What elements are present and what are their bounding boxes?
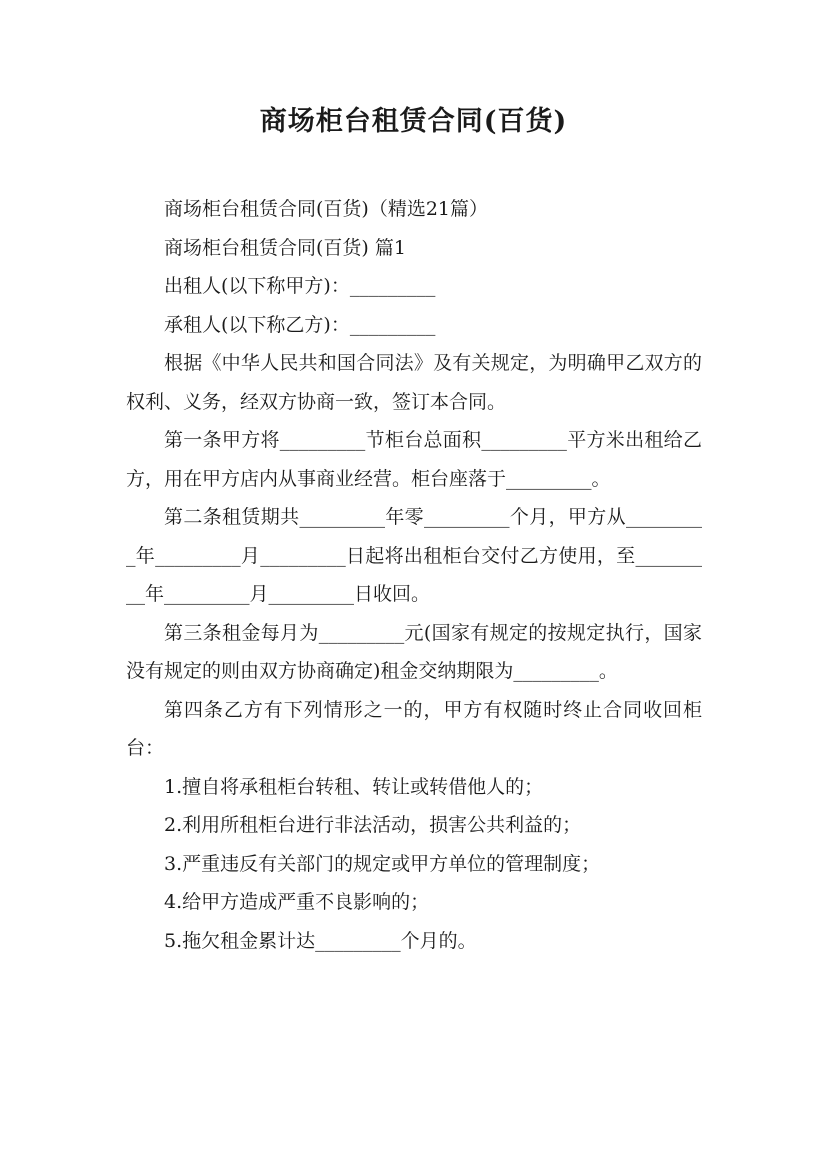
- list-item: 1.擅自将承租柜台转租、转让或转借他人的；: [164, 775, 544, 798]
- paragraph-article-3: 第三条租金每月为_________元(国家有规定的按规定执行，国家没有规定的则由双方协商确定)租金交纳期限为_________。: [126, 621, 702, 682]
- paragraph-article-2: 第二条租赁期共_________年零_________个月，甲方从_________年_________月_________日起将出租柜台交付乙方使用，至_________年_________月_________日收回。: [126, 506, 702, 605]
- paragraph-lessor: 出租人(以下称甲方)：_________: [164, 275, 436, 297]
- list-item: 5.拖欠租金累计达_________个月的。: [164, 929, 477, 952]
- list-item: 3.严重违反有关部门的规定或甲方单位的管理制度；: [164, 852, 601, 875]
- paragraph-article-4: 第四条乙方有下列情形之一的，甲方有权随时终止合同收回柜台：: [126, 698, 702, 759]
- paragraph-preamble: 根据《中华人民共和国合同法》及有关规定，为明确甲乙双方的权利、义务，经双方协商一致，签订本合同。: [126, 352, 702, 413]
- paragraph-article-1: 第一条甲方将_________节柜台总面积_________平方米出租给乙方，用在甲方店内从事商业经营。柜台座落于_________。: [126, 429, 702, 490]
- list-item: 4.给甲方造成严重不良影响的；: [164, 891, 430, 913]
- paragraph-subtitle: 商场柜台租赁合同(百货)（精选21篇）: [164, 198, 489, 220]
- document-title: 商场柜台租赁合同(百货): [259, 106, 568, 137]
- document-body: [126, 190, 702, 960]
- paragraph-section-heading: 商场柜台租赁合同(百货) 篇1: [164, 236, 406, 259]
- paragraph-lessee: 承租人(以下称乙方)：_________: [164, 313, 436, 336]
- list-item: 2.利用所租柜台进行非法活动，损害公共利益的；: [164, 814, 582, 836]
